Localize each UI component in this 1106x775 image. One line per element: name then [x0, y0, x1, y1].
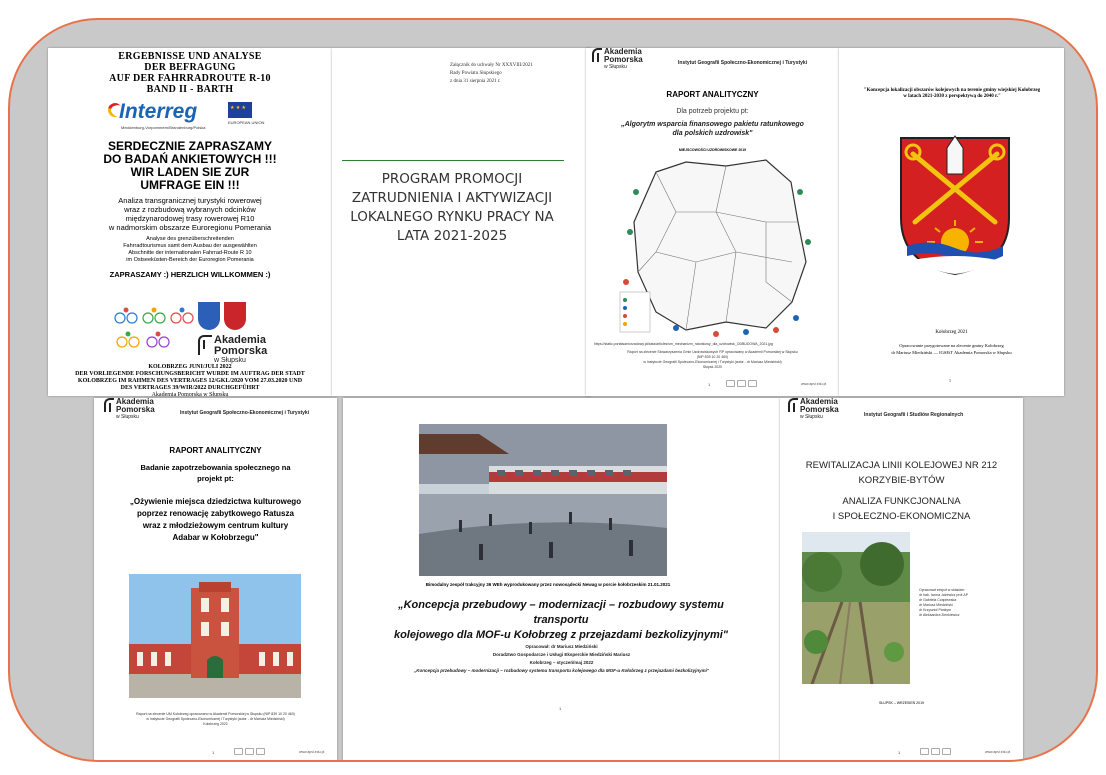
- cyclists-illustration: [110, 304, 194, 354]
- people-line: dr hab. Iwona Jażewicz prof.AP: [919, 593, 969, 597]
- desc-line: Analyse des grenzüberschreitenden: [146, 236, 234, 242]
- town-hall-photo: [129, 574, 301, 698]
- doc1-invite: [48, 140, 332, 192]
- page-number: 1: [559, 706, 562, 711]
- people-line: dr Gabriela Czapiewska: [919, 598, 957, 602]
- desc-line: im Ostseeküsten-Bereich der Euroregion Pomerania: [126, 257, 254, 263]
- ap-name-line: Akademia: [116, 398, 154, 406]
- title-line: BAND II - BARTH: [146, 84, 234, 95]
- ap-logo-mark-icon: [104, 398, 114, 412]
- footer-boxes: [234, 748, 265, 755]
- fine-line: w Instytucie Geografii Społeczno-Ekonomicznej i Turystyki (autor - dr Mariusz Miedziński): [643, 360, 782, 364]
- title-line: kolejowego dla MOF-u Kołobrzeg z przejazdami bezkolizyjnymi": [393, 629, 729, 641]
- ap-name-line: Pomorska: [800, 405, 839, 414]
- document-cover-kolobrzeg-rail-concept: [839, 48, 1064, 396]
- report-subheading: [94, 462, 337, 484]
- title-line: DER BEFRAGUNG: [144, 62, 236, 73]
- report-project-title: [94, 496, 337, 544]
- title-line: REWITALIZACJA LINII KOLEJOWEJ NR 212: [805, 460, 998, 471]
- fine-line: Kołobrzeg 2022: [203, 722, 228, 726]
- institute-name: Instytut Geografii i Studiów Regionalnych: [864, 412, 964, 418]
- railway-track-photo: [802, 532, 910, 684]
- ap-logo-mark-icon: [592, 48, 602, 62]
- project-line: „Ożywienie miejsca dziedzictwa kulturowego: [129, 497, 302, 506]
- project-line: poprzez renowację zabytkowego Ratusza: [137, 509, 294, 518]
- doc4-author: [849, 342, 1054, 356]
- invite-line: WIR LADEN SIE ZUR: [130, 165, 250, 179]
- map-title: MIEJSCOWOŚCI UZDROWISKOWE 2019: [678, 148, 747, 152]
- fine-line: w Instytucie Geografii Społeczno-Ekonomicznej i Turystyki (autor - dr Mariusz Miedziński): [146, 717, 285, 721]
- crest-icon: [198, 302, 220, 330]
- report-heading: RAPORT ANALITYCZNY: [169, 446, 262, 455]
- document-cover-employment-program: [332, 48, 591, 396]
- project-line: dla polskich uzdrowisk": [672, 130, 753, 137]
- train-station-photo: [419, 424, 667, 576]
- footer-url: www.apsl.edu.pl: [299, 750, 325, 754]
- report-project-title: [586, 120, 839, 138]
- desc-line: Abschnitte der internationalen Fahrrad-Route R 10: [128, 250, 252, 256]
- program-line: PROGRAM PROMOCJI: [381, 171, 523, 187]
- people-line: dr Mariusz Miedziński: [919, 603, 953, 607]
- ap-logo-text: [800, 398, 839, 420]
- ap-logo-text: [116, 398, 155, 420]
- title-line: AUF DER FAHRRADROUTE R-10: [109, 73, 271, 84]
- document-cover-spa-report: [586, 48, 839, 396]
- doc3-fine-print: [586, 350, 839, 370]
- doc1-desc-pl: [48, 196, 332, 232]
- doc1-desc-de: [48, 236, 332, 264]
- program-line: ZATRUDNIENIA I AKTYWIZACJI: [351, 190, 553, 206]
- akademia-pomorska-logo: [198, 335, 267, 364]
- crest-icon: [224, 302, 246, 330]
- doc4-year: Kołobrzeg 2021: [935, 330, 968, 335]
- fine-line: Opracował: dr Mariusz Miedziński: [525, 644, 598, 649]
- eu-flag-icon: [228, 102, 252, 118]
- footer-url: www.apsl.edu.pl: [801, 382, 827, 386]
- author-line: dr Mariusz Miedziński — IGSEiT Akademia Pomorska w Słupsku: [891, 350, 1012, 355]
- ap-logo-text: [604, 48, 643, 70]
- desc-line: Fahrradtourismus samt dem Ausbau der ausgewählten: [123, 243, 257, 249]
- photo-caption: Bimodalny zespół trakcyjny 36 WEh wyprodukowany przez nowosądecki Newag w porcie kołobrzeskim 21.01.2021: [425, 582, 671, 587]
- ap-name-line: Pomorska: [116, 405, 155, 414]
- green-divider: [342, 160, 564, 161]
- fine-line: Słupsk 2020: [702, 365, 723, 369]
- doc2-meta: [450, 62, 533, 86]
- desc-line: wraz z rozbudową wybranych odcinków: [124, 205, 256, 214]
- title-line: w latach 2021-2030 z perspektywą do 2040 r.": [903, 94, 1001, 99]
- sub-line: Badanie zapotrzebowania społecznego na: [140, 463, 291, 472]
- ap-name-line: Akademia: [214, 334, 266, 346]
- fine-line: Doradztwo Gospodarcze i Usługi Eksperckie Miedziński Mariusz: [492, 652, 631, 657]
- title-line: KORZYBIE-BYTÓW: [858, 475, 945, 486]
- footer-boxes: [726, 380, 757, 387]
- project-line: wraz z młodzieżowym centrum kultury: [142, 521, 289, 530]
- people-line: Opracował zespół w składzie:: [919, 588, 965, 592]
- bottom-line: KOLOBRZEG JUNI/JULI 2022: [148, 364, 232, 370]
- interreg-subtitle: Mecklenburg-Vorpommern/Brandenburg/Polska: [121, 125, 206, 130]
- ap-city: w Słupsku: [214, 357, 246, 364]
- project-line: „Algorytm wsparcia finansowego pakietu ratunkowego: [621, 121, 804, 128]
- report-subheading: Dla potrzeb projektu pt:: [676, 108, 749, 115]
- ap-name-line: Pomorska: [214, 345, 268, 357]
- bottom-line: DES VERTRAGES 39/WIR/2022 DURCHGEFÜHRT: [120, 385, 260, 391]
- program-line: LOKALNEGO RYNKU PRACY NA: [350, 209, 554, 225]
- doc7-place-date: SŁUPSK – WRZESIEŃ 2019: [879, 701, 924, 705]
- ap-name-line: Pomorska: [604, 55, 643, 64]
- ap-logo-mark-icon: [198, 335, 212, 355]
- author-line: Opracowanie przygotowane na zlecenie gminy Kołobrzeg: [899, 343, 1004, 348]
- document-cover-r10-survey: [48, 48, 332, 396]
- eu-label: EUROPEAN UNION: [228, 120, 265, 125]
- doc6-title: [371, 598, 751, 643]
- ap-name-line: Akademia: [800, 398, 838, 406]
- doc2-program-title: [332, 170, 572, 246]
- fine-line: Raport na zlecenie Stowarzyszenia Gmin Uzdrowiskowych RP opracowany w Akademii Pomorskiej w Słupsku: [627, 350, 798, 354]
- meta-line: Rady Powiatu Słupskiego: [450, 71, 502, 76]
- doc7-authors: [919, 588, 968, 618]
- people-line: dr Krzysztof Pankym: [919, 608, 952, 612]
- footer-url: www.apsl.edu.pl: [985, 750, 1011, 754]
- doc1-footer: Akademia Pomorska w Słupsku: [151, 392, 229, 396]
- document-cover-railway-212-revitalization: [780, 398, 1023, 762]
- title-line: I SPOŁECZNO-EKONOMICZNA: [832, 511, 971, 522]
- ap-city: w Słupsku: [116, 414, 139, 420]
- collage-frame: [8, 18, 1098, 762]
- title-line: „Koncepcja przebudowy – modernizacji – rozbudowy systemu transportu: [398, 599, 724, 626]
- doc1-bottom: [48, 364, 332, 392]
- title-line: ERGEBNISSE UND ANALYSE: [118, 51, 262, 62]
- invite-line: SERDECZNIE ZAPRASZAMY: [107, 139, 272, 153]
- report-heading: RAPORT ANALITYCZNY: [666, 90, 759, 99]
- people-line: dr Aleksandra Zienkiewicz: [919, 613, 960, 617]
- page-number: 1: [898, 750, 901, 755]
- document-cover-rail-transport-concept: [343, 398, 780, 762]
- doc1-welcome: ZAPRASZAMY :) HERZLICH WILLKOMMEN :): [109, 270, 271, 279]
- ap-logo-text: [214, 335, 267, 364]
- akademia-pomorska-logo: [592, 48, 643, 70]
- meta-line: Załącznik do uchwały Nr XXXVIII/2021: [450, 63, 533, 68]
- interreg-wordmark: Interreg: [119, 100, 198, 123]
- institute-name: Instytut Geografii Społeczno-Ekonomicznej i Turystyki: [678, 60, 808, 66]
- page-number: 1: [212, 750, 215, 755]
- sub-line: projekt pt:: [197, 474, 234, 483]
- bottom-line: DER VORLIEGENDE FORSCHUNGSBERICHT WURDE IM AUFTRAG DER STADT: [75, 371, 305, 377]
- doc1-title: [48, 48, 332, 95]
- institute-name: Instytut Geografii Społeczno-Ekonomicznej i Turystyki: [180, 410, 310, 416]
- doc4-title: [847, 88, 1057, 100]
- akademia-pomorska-logo: [788, 398, 839, 420]
- page-number: 1: [949, 378, 951, 383]
- footer-boxes: [920, 748, 951, 755]
- akademia-pomorska-logo: [104, 398, 155, 420]
- ap-city: w Słupsku: [604, 64, 627, 70]
- map-source-url: https://static.portalsamorzadowy.pl/data/articles/sm_mechanizm_ratunkowy_dla_uzdrowisk_ODBUDOWA_2021.jpg: [594, 342, 773, 346]
- ap-logo-mark-icon: [788, 398, 798, 412]
- doc5-fine-print: [94, 712, 337, 727]
- desc-line: w nadmorskim obszarze Euroregionu Pomerania: [108, 223, 272, 232]
- ap-city: w Słupsku: [800, 414, 823, 420]
- project-line: Adabar w Kołobrzegu": [172, 533, 259, 542]
- page-number: 1: [708, 382, 711, 387]
- meta-line: z dnia 31 sierpnia 2021 r.: [450, 79, 501, 84]
- kolobrzeg-coat-of-arms-icon: [895, 134, 1015, 276]
- title-line: ANALIZA FUNKCJONALNA: [842, 496, 961, 507]
- bottom-line: KOLOBRZEG IM RAHMEN DES VERTRAGES 12/GKL/2020 VOM 27.03.2020 UND: [77, 378, 303, 384]
- fine-line: (NIP 839 10 20 460): [696, 355, 729, 359]
- title-line: "Koncepcja lokalizacji obszarów kolejowych na terenie gminy wiejskiej Kołobrzeg: [863, 88, 1041, 93]
- doc7-title: [780, 458, 1023, 524]
- desc-line: Analiza transgranicznej turystyki rowerowej: [118, 196, 262, 205]
- desc-line: międzynarodowej trasy rowerowej R10: [125, 214, 255, 223]
- invite-line: UMFRAGE EIN !!!: [140, 178, 240, 192]
- fine-line: Raport na zlecenie UM Kołobrzeg opracowano w Akademii Pomorskiej w Słupsku (NIP 839 10 20 460): [136, 712, 295, 716]
- fine-line: Kołobrzeg – styczeń/maj 2022: [529, 660, 594, 665]
- poland-spa-map: [616, 152, 816, 340]
- fine-line: „Koncepcja przebudowy – modernizacji – rozbudowy systemu transportu kolejowego dla MOF-u Kołobrzeg z przejazdami bezkolizyjnymi": [414, 668, 709, 673]
- invite-line: DO BADAŃ ANKIETOWYCH !!!: [103, 152, 277, 166]
- document-cover-town-hall-report: [94, 398, 337, 762]
- program-line: LATA 2021-2025: [396, 228, 508, 244]
- ap-name-line: Akademia: [604, 48, 642, 56]
